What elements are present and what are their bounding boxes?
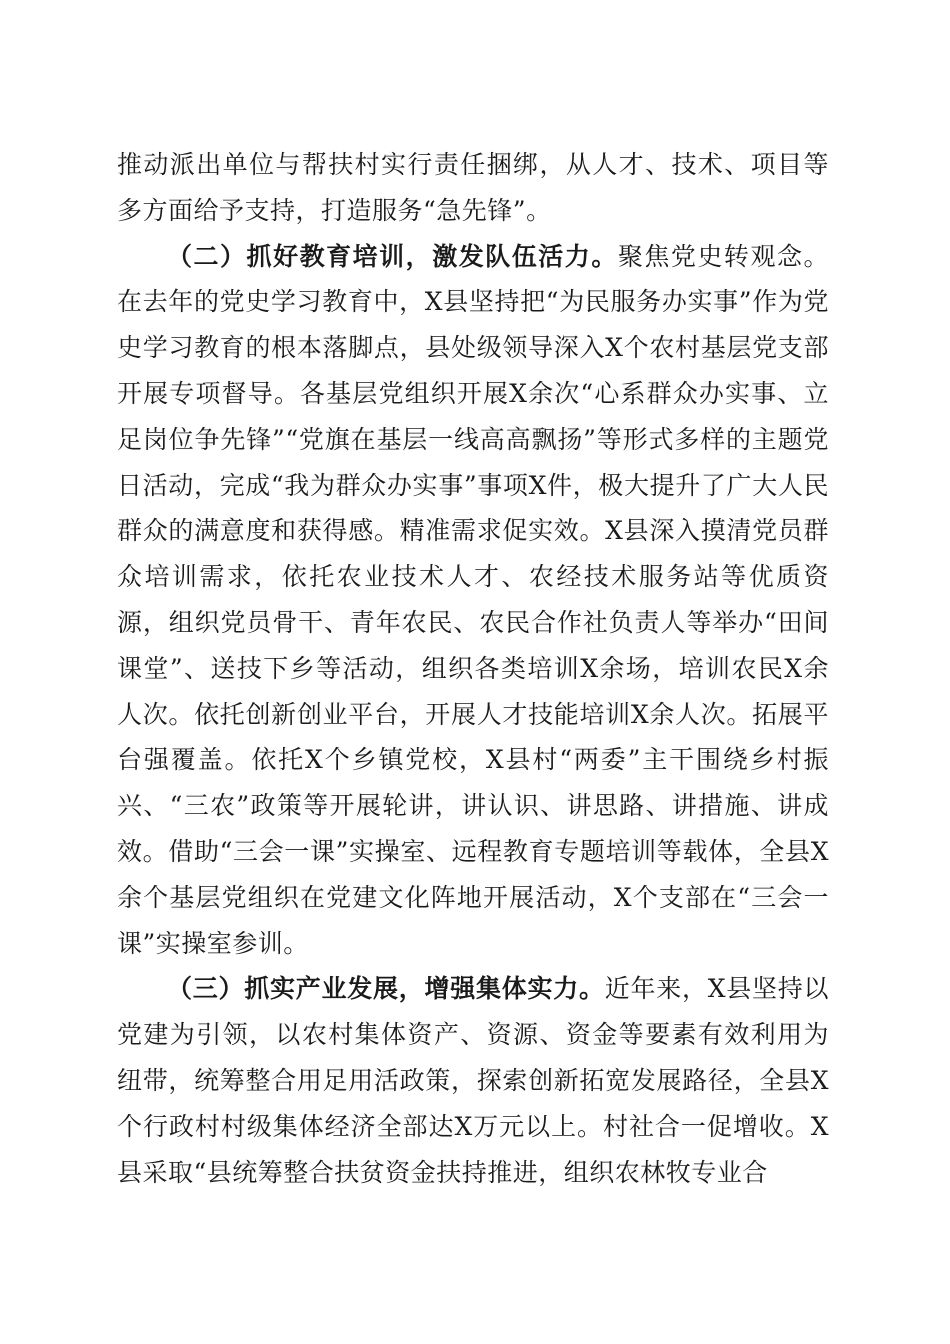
paragraph-education-training	[117, 234, 829, 967]
section-heading: （二）抓好教育培训，激发队伍活力。	[167, 241, 618, 271]
paragraph-text: 聚焦党史转观念。在去年的党史学习教育中，X县坚持把“为民服务办实事”作为党史学习教育的根本落脚点，县处级领导深入X个农村基层党支部开展专项督导。各基层党组织开展X余次“心系群众办实事、立足岗位争先锋”“党旗在基层一线高高飘扬”等形式多样的主题党日活动，完成“我为群众办实事”事项X件，极大提升了广大人民群众的满意度和获得感。精准需求促实效。X县深入摸清党员群众培训需求，依托农业技术人才、农经技术服务站等优质资源，组织党员骨干、青年农民、农民合作社负责人等举办“田间课堂”、送技下乡等活动，组织各类培训X余场，培训农民X余人次。依托创新创业平台，开展人才技能培训X余人次。拓展平台强覆盖。依托X个乡镇党校，X县村“两委”主干围绕乡村振兴、“三农”政策等开展轮讲，讲认识、讲思路、讲措施、讲成效。借助“三会一课”实操室、远程教育专题培训等载体，全县X余个基层党组织在党建文化阵地开展活动，X个支部在“三会一课”实操室参训。	[117, 241, 829, 958]
paragraph-text: 近年来，X县坚持以党建为引领，以农村集体资产、资源、资金等要素有效利用为纽带，统筹整合用足用活政策，探索创新拓宽发展路径，全县X个行政村村级集体经济全部达X万元以上。村社合一促增收。X县采取“县统筹整合扶贫资金扶持推进，组织农林牧专业合	[117, 974, 829, 1187]
paragraph-industry-development	[117, 966, 829, 1195]
section-heading: （三）抓实产业发展，增强集体实力。	[167, 974, 605, 1004]
paragraph-text: 推动派出单位与帮扶村实行责任捆绑，从人才、技术、项目等多方面给予支持，打造服务“急先锋”。	[117, 150, 829, 225]
paragraph-continuation	[117, 142, 829, 234]
document-body	[117, 142, 829, 1195]
